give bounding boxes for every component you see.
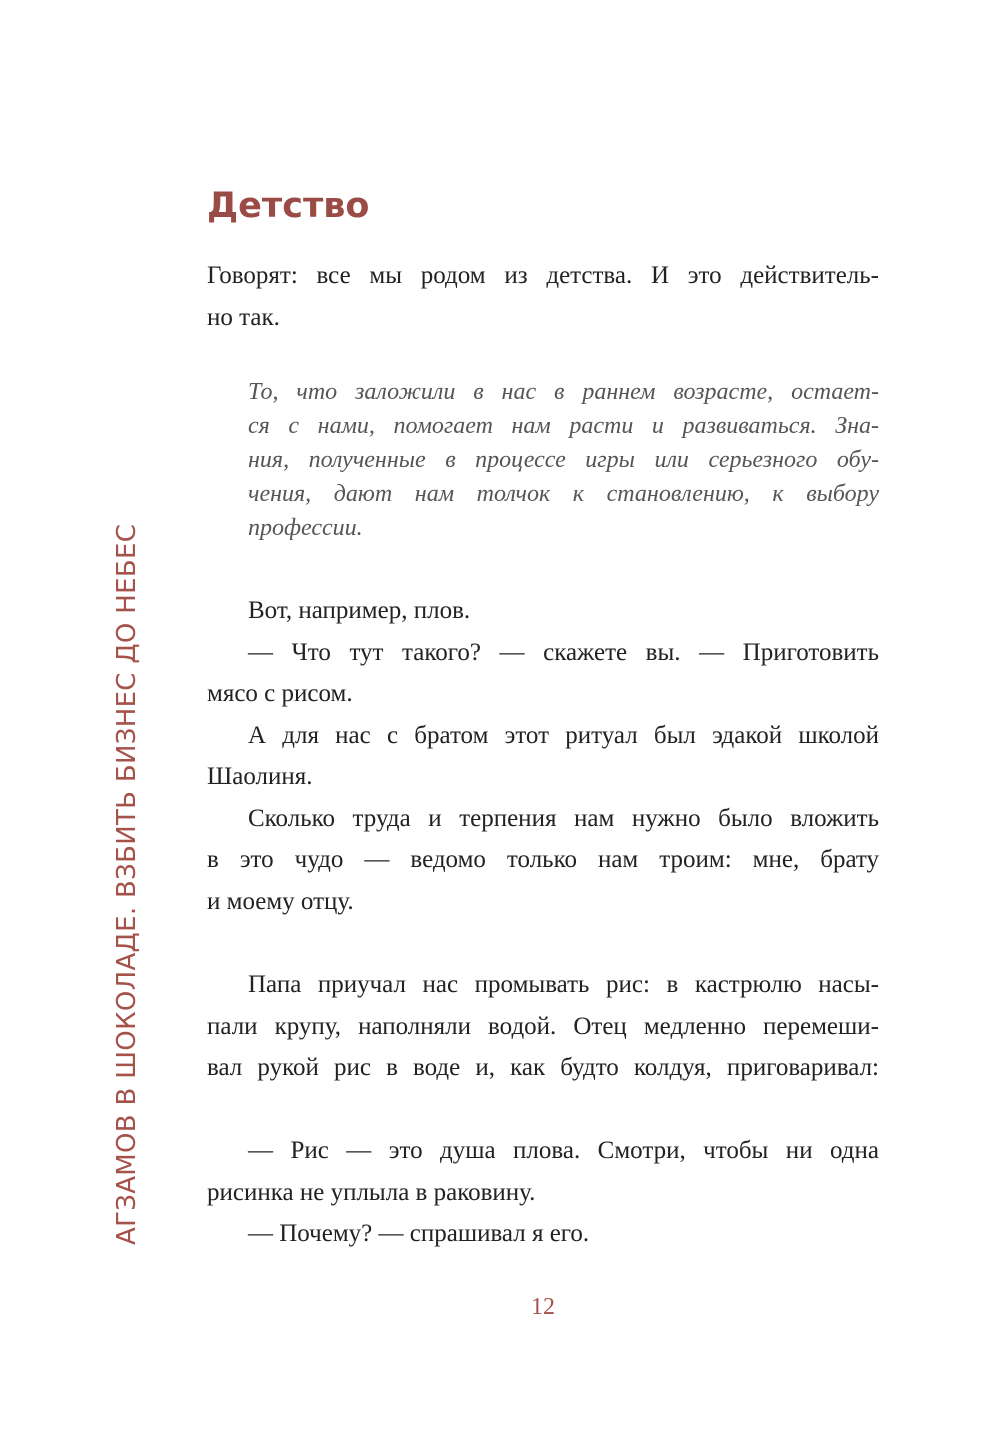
text-line: Папа приучал нас промывать рис: в кастрюлю насы- [248, 971, 879, 998]
text-line: А для нас с братом этот ритуал был эдакой школой [248, 721, 879, 749]
text-line: Вот, например, плов. [248, 597, 471, 624]
quote-line: чения, дают нам толчок к становлению, к выбору [248, 481, 879, 507]
text-line: Сколько труда и терпения нам нужно было вложить [248, 804, 879, 832]
epigraph-quote [248, 375, 879, 545]
text-line: — Рис — это душа плова. Смотри, чтобы ни одна [248, 1137, 879, 1164]
page-number: 12 [531, 1294, 555, 1320]
body-section-dialogue [207, 1130, 879, 1255]
text-line: — Почему? — спрашивал я его. [248, 1220, 590, 1247]
text-line: — Что тут такого? — скажете вы. — Приготовить [248, 638, 879, 666]
text-line: Говорят: все мы родом из детства. И это действитель- [207, 262, 879, 289]
text-line: в это чудо — ведомо только нам троим: мне, брату [207, 846, 879, 873]
quote-line: профессии. [248, 515, 363, 541]
quote-line: ния, полученные в процессе игры или серьезного обу- [248, 447, 879, 473]
body-section-rice-washing [207, 964, 879, 1089]
quote-line: ся с нами, помогает нам расти и развиваться. Зна- [248, 413, 879, 439]
text-line: но так. [207, 303, 280, 331]
body-section-plov [207, 590, 879, 922]
chapter-title: Детство [207, 186, 370, 226]
text-line: и моему отцу. [207, 887, 354, 915]
text-line: вал рукой рис в воде и, как будто колдуя, приговаривал: [207, 1054, 879, 1081]
text-line: пали крупу, наполняли водой. Отец медленно перемеши- [207, 1012, 879, 1040]
quote-line: То, что заложили в нас в раннем возрасте, остает- [248, 379, 879, 405]
text-line: Шаолиня. [207, 763, 313, 790]
intro-paragraph [207, 255, 879, 338]
text-line: мясо с рисом. [207, 680, 353, 707]
text-line: рисинка не уплыла в раковину. [207, 1178, 536, 1206]
running-title: АГЗАМОВ В ШОКОЛАДЕ. ВЗБИТЬ БИЗНЕС ДО НЕБЕС [112, 523, 142, 1245]
